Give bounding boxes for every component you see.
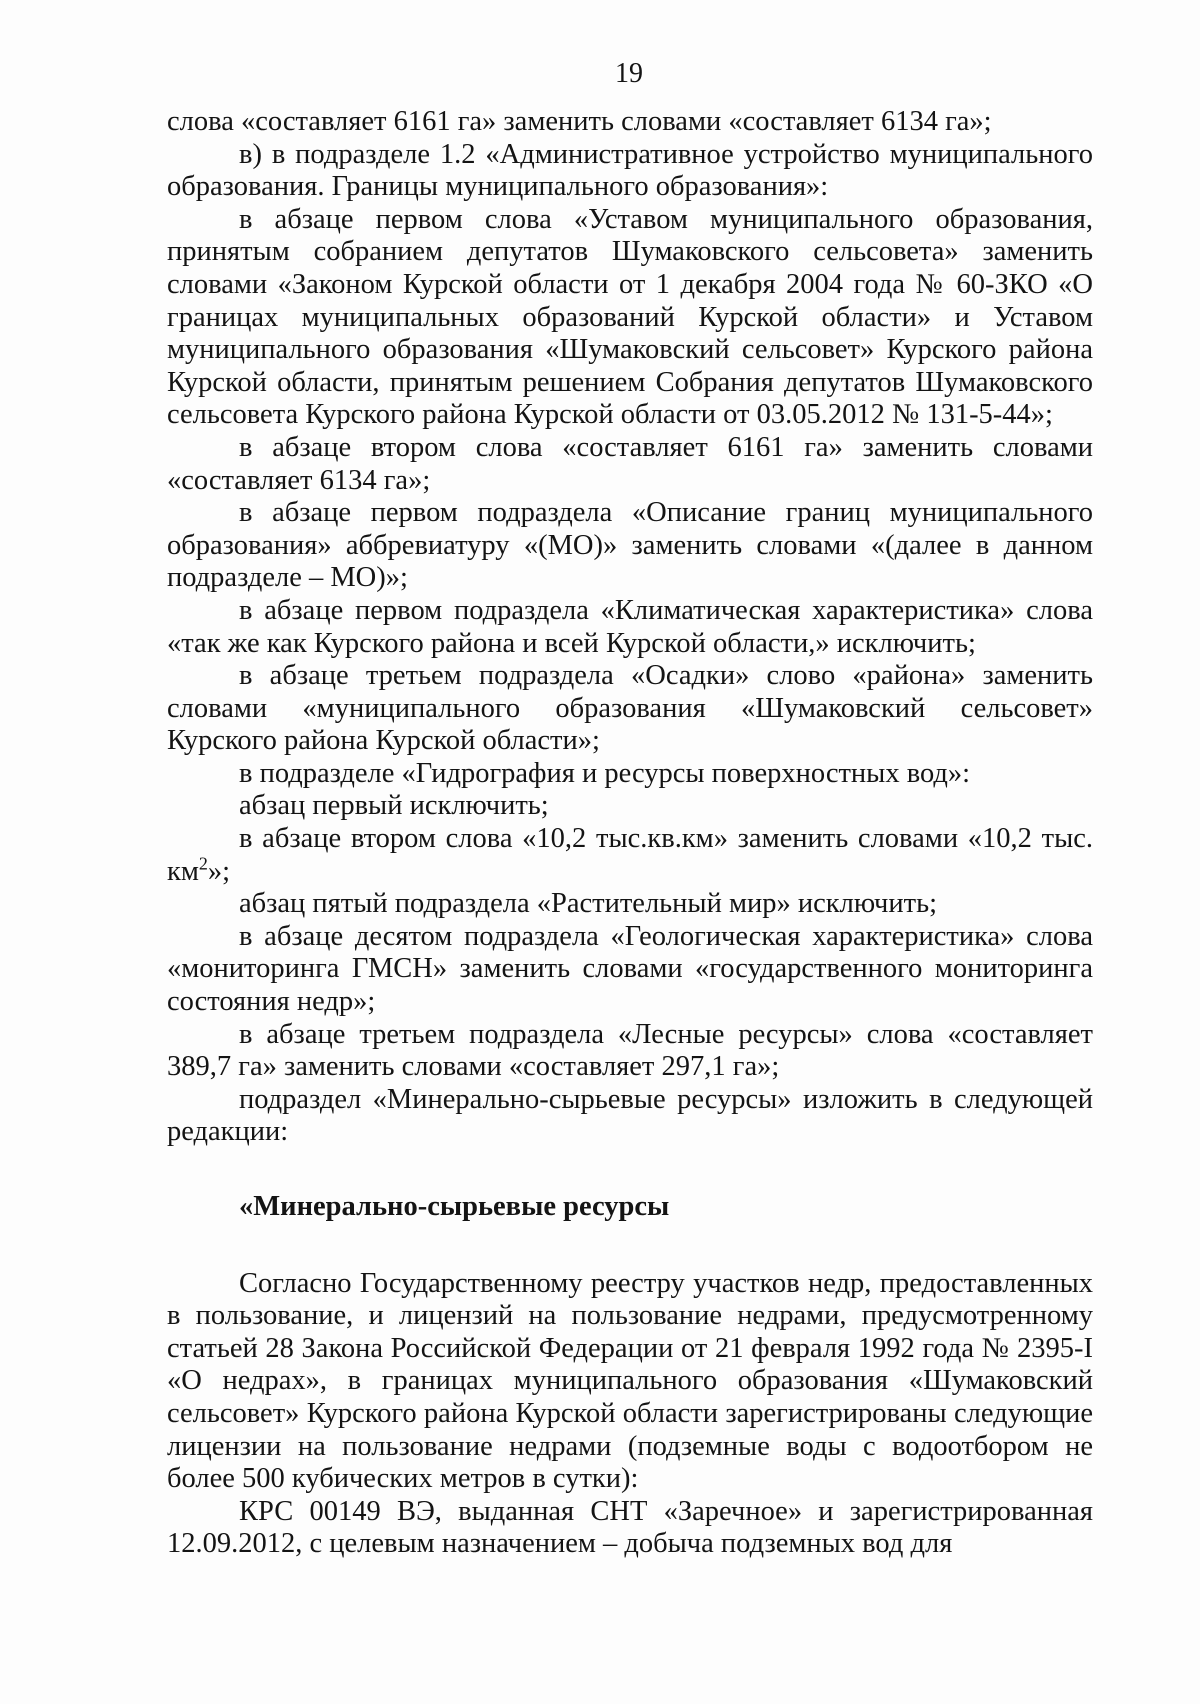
paragraph: Согласно Государственному реестру участков недр, предоставленных в пользование, и лицензий на пользование недрами, предусмотренному статьей 28 Закона Российской Федерации от 21 февраля 1992 года № 2395-I «О недрах», в границах муниципального образования «Шумаковский сельсовет» Курского района Курской области зарегистрированы следующие лицензии на пользование недрами (подземные воды с водоотбором не более 500 кубических метров в сутки): xyxy=(167,1267,1093,1495)
paragraph: в абзаце первом подраздела «Описание границ муниципального образования» аббревиатуру «(МО)» заменить словами «(далее в данном подразделе – МО)»; xyxy=(167,497,1093,594)
section-heading: «Минерально-сырьевые ресурсы xyxy=(239,1191,670,1222)
document-body xyxy=(167,106,1093,1561)
paragraph-text: в абзаце втором слова «10,2 тыс.кв.км» заменить словами «10,2 тыс. км xyxy=(167,823,1093,887)
paragraph: подраздел «Минерально-сырьевые ресурсы» изложить в следующей редакции: xyxy=(167,1083,1093,1148)
paragraph: в абзаце третьем подраздела «Осадки» слово «района» заменить словами «муниципального образования «Шумаковский сельсовет» Курского района Курской области»; xyxy=(167,660,1093,757)
paragraph-text: »; xyxy=(207,855,231,887)
paragraph: в подразделе «Гидрография и ресурсы поверхностных вод»: xyxy=(239,757,971,789)
paragraph: в) в подразделе 1.2 «Административное устройство муниципального образования. Границы муниципального образования»: xyxy=(167,138,1093,203)
paragraph: абзац пятый подраздела «Растительный мир» исключить; xyxy=(239,888,937,920)
paragraph: в абзаце первом слова «Уставом муниципального образования, принятым собранием депутатов Шумаковского сельсовета» заменить словами «Законом Курской области от 1 декабря 2004 года № 60-ЗКО «О границах муниципальных образований Курской области» и Уставом муниципального образования «Шумаковский сельсовет» Курского района Курской области, принятым решением Собрания депутатов Шумаковского сельсовета Курского района Курской области от 03.05.2012 № 131-5-44»; xyxy=(167,203,1093,431)
paragraph: слова «составляет 6161 га» заменить словами «составляет 6134 га»; xyxy=(167,106,992,137)
paragraph: КРС 00149 ВЭ, выданная СНТ «Заречное» и зарегистрированная 12.09.2012, с целевым назначением – добыча подземных вод для xyxy=(167,1495,1093,1560)
page-number: 19 xyxy=(615,58,643,89)
paragraph: в абзаце первом подраздела «Климатическая характеристика» слова «так же как Курского района и всей Курской области,» исключить; xyxy=(167,594,1093,659)
paragraph: в абзаце втором слова «составляет 6161 га» заменить словами «составляет 6134 га»; xyxy=(167,431,1093,496)
paragraph: в абзаце десятом подраздела «Геологическая характеристика» слова «мониторинга ГМСН» заменить словами «государственного мониторинга состояния недр»; xyxy=(167,920,1093,1018)
superscript: 2 xyxy=(198,853,208,874)
paragraph-area-units xyxy=(167,823,1093,888)
paragraph: абзац первый исключить; xyxy=(239,790,549,822)
paragraph: в абзаце третьем подраздела «Лесные ресурсы» слова «составляет 389,7 га» заменить словами «составляет 297,1 га»; xyxy=(167,1018,1093,1083)
